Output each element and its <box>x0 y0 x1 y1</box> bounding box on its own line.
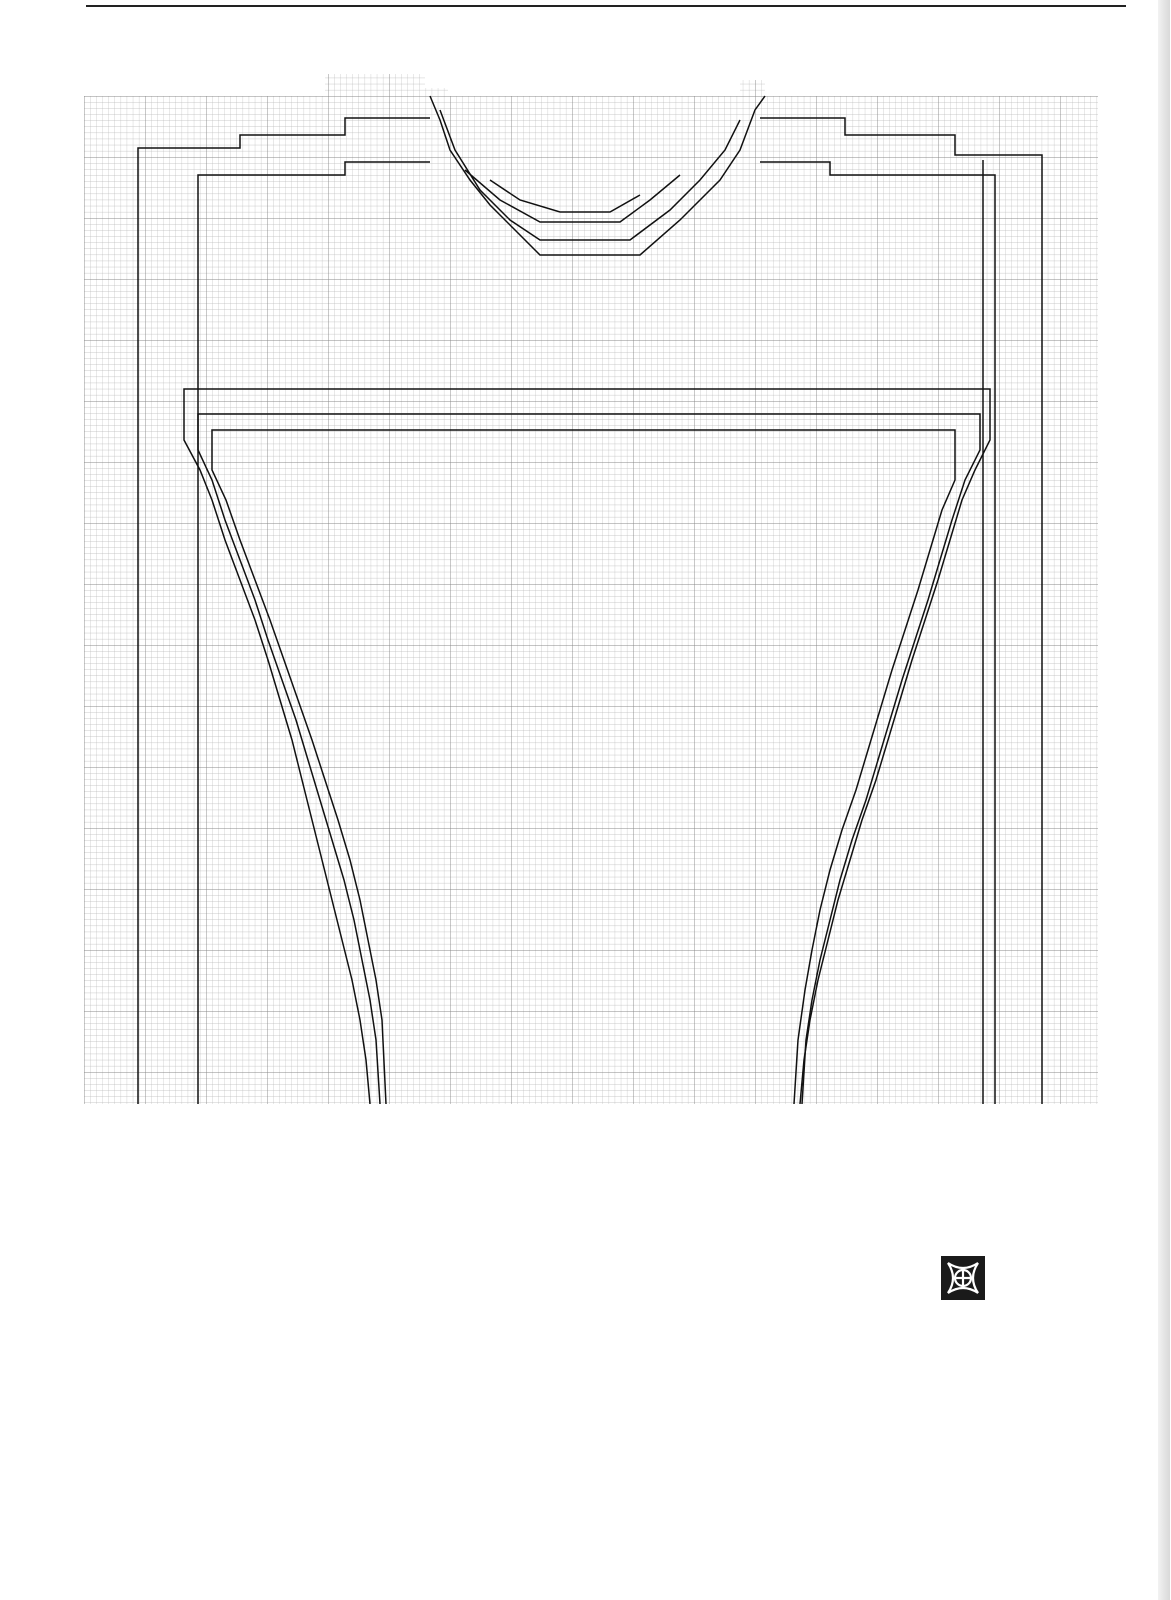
chart-a <box>75 1155 435 1505</box>
celtic-knot-icon <box>940 1255 986 1301</box>
chart-b-grid <box>84 70 1098 1104</box>
